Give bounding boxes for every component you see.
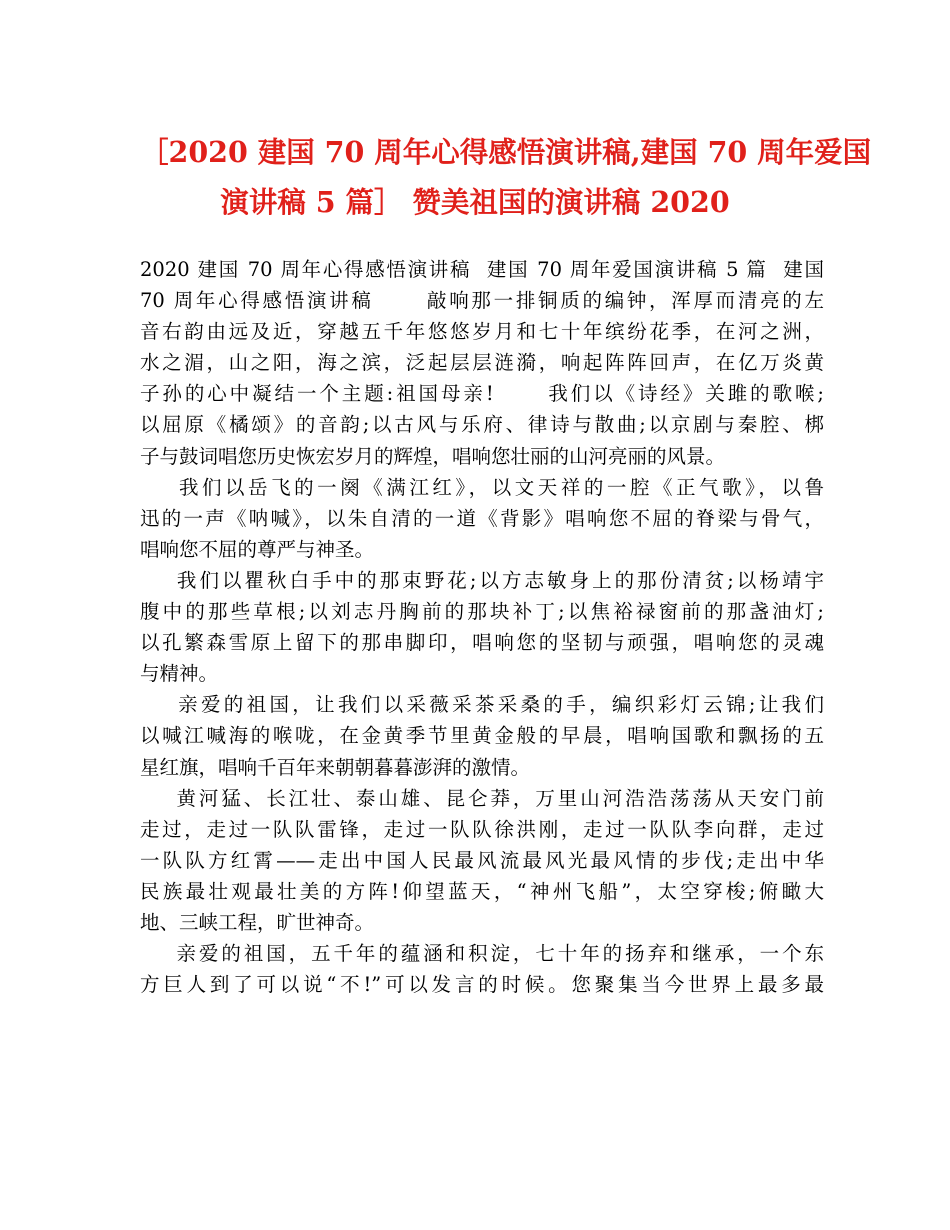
text-line: 子与鼓词唱您历史恢宏岁月的辉煌，唱响您壮丽的山河亮丽的风景。: [140, 444, 726, 468]
paragraph: [140, 689, 824, 782]
text-line: 黄河猛、长江壮、泰山雄、昆仑莽，万里山河浩浩荡荡从天安门前: [140, 786, 824, 810]
text-line: 民族最壮观最壮美的方阵!仰望蓝天，“神州飞船”，太空穿梭;俯瞰大: [140, 879, 824, 903]
text-line: 迅的一声《呐喊》，以朱自清的一道《背影》唱响您不屈的脊梁与骨气，: [140, 506, 824, 530]
text-line: 子孙的心中凝结一个主题:祖国母亲! 我们以《诗经》关雎的歌喉;: [140, 382, 824, 406]
text-line: 音右韵由远及近，穿越五千年悠悠岁月和七十年缤纷花季，在河之洲，: [140, 320, 824, 344]
text-line: 一队队方红霄——走出中国人民最风流最风光最风情的步伐;走出中华: [140, 848, 824, 872]
title-line: 演讲稿 5 篇］ 赞美祖国的演讲稿 2020: [220, 185, 730, 219]
paragraph: [140, 472, 824, 565]
text-line: 以屈原《橘颂》的音韵;以古风与乐府、律诗与散曲;以京剧与秦腔、梆: [140, 413, 824, 437]
title-line: ［2020 建国 70 周年心得感悟演讲稿,建国 70 周年爱国: [140, 135, 872, 169]
text-line: 我们以瞿秋白手中的那束野花;以方志敏身上的那份清贫;以杨靖宇: [140, 568, 824, 592]
text-line: 走过，走过一队队雷锋，走过一队队徐洪刚，走过一队队李向群，走过: [140, 817, 824, 841]
text-line: 70 周年心得感悟演讲稿 敲响那一排铜质的编钟，浑厚而清亮的左: [140, 289, 824, 313]
paragraph: [140, 565, 824, 689]
text-line: 方巨人到了可以说“不!”可以发言的时候。您聚集当今世界上最多最: [140, 973, 824, 997]
text-line: 亲爱的祖国，让我们以采薇采茶采桑的手，编织彩灯云锦;让我们: [140, 693, 824, 717]
paragraph: [140, 938, 824, 1000]
text-line: 腹中的那些草根;以刘志丹胸前的那块补丁;以焦裕禄窗前的那盏油灯;: [140, 600, 824, 624]
text-line: 以孔繁森雪原上留下的那串脚印，唱响您的坚韧与顽强，唱响您的灵魂: [140, 631, 824, 655]
text-line: 以喊江喊海的喉咙，在金黄季节里黄金般的早晨，唱响国歌和飘扬的五: [140, 724, 824, 748]
document-title: [140, 127, 872, 227]
text-line: 与精神。: [140, 662, 219, 686]
text-line: 星红旗，唱响千百年来朝朝暮暮澎湃的激情。: [140, 755, 531, 779]
text-line: 亲爱的祖国，五千年的蕴涵和积淀，七十年的扬弃和继承，一个东: [140, 942, 824, 966]
document-body: [140, 254, 824, 1000]
text-line: 唱响您不屈的尊严与神圣。: [140, 537, 375, 561]
text-line: 水之湄，山之阳，海之滨，泛起层层涟漪，响起阵阵回声，在亿万炎黄: [140, 351, 824, 375]
text-line: 2020 建国 70 周年心得感悟演讲稿 建国 70 周年爱国演讲稿 5 篇 建国: [140, 258, 824, 281]
text-line: 我们以岳飞的一阕《满江红》，以文天祥的一腔《正气歌》，以鲁: [140, 475, 824, 499]
text-line: 地、三峡工程，旷世神奇。: [140, 910, 375, 934]
paragraph: [140, 783, 824, 938]
paragraph: [140, 254, 824, 472]
